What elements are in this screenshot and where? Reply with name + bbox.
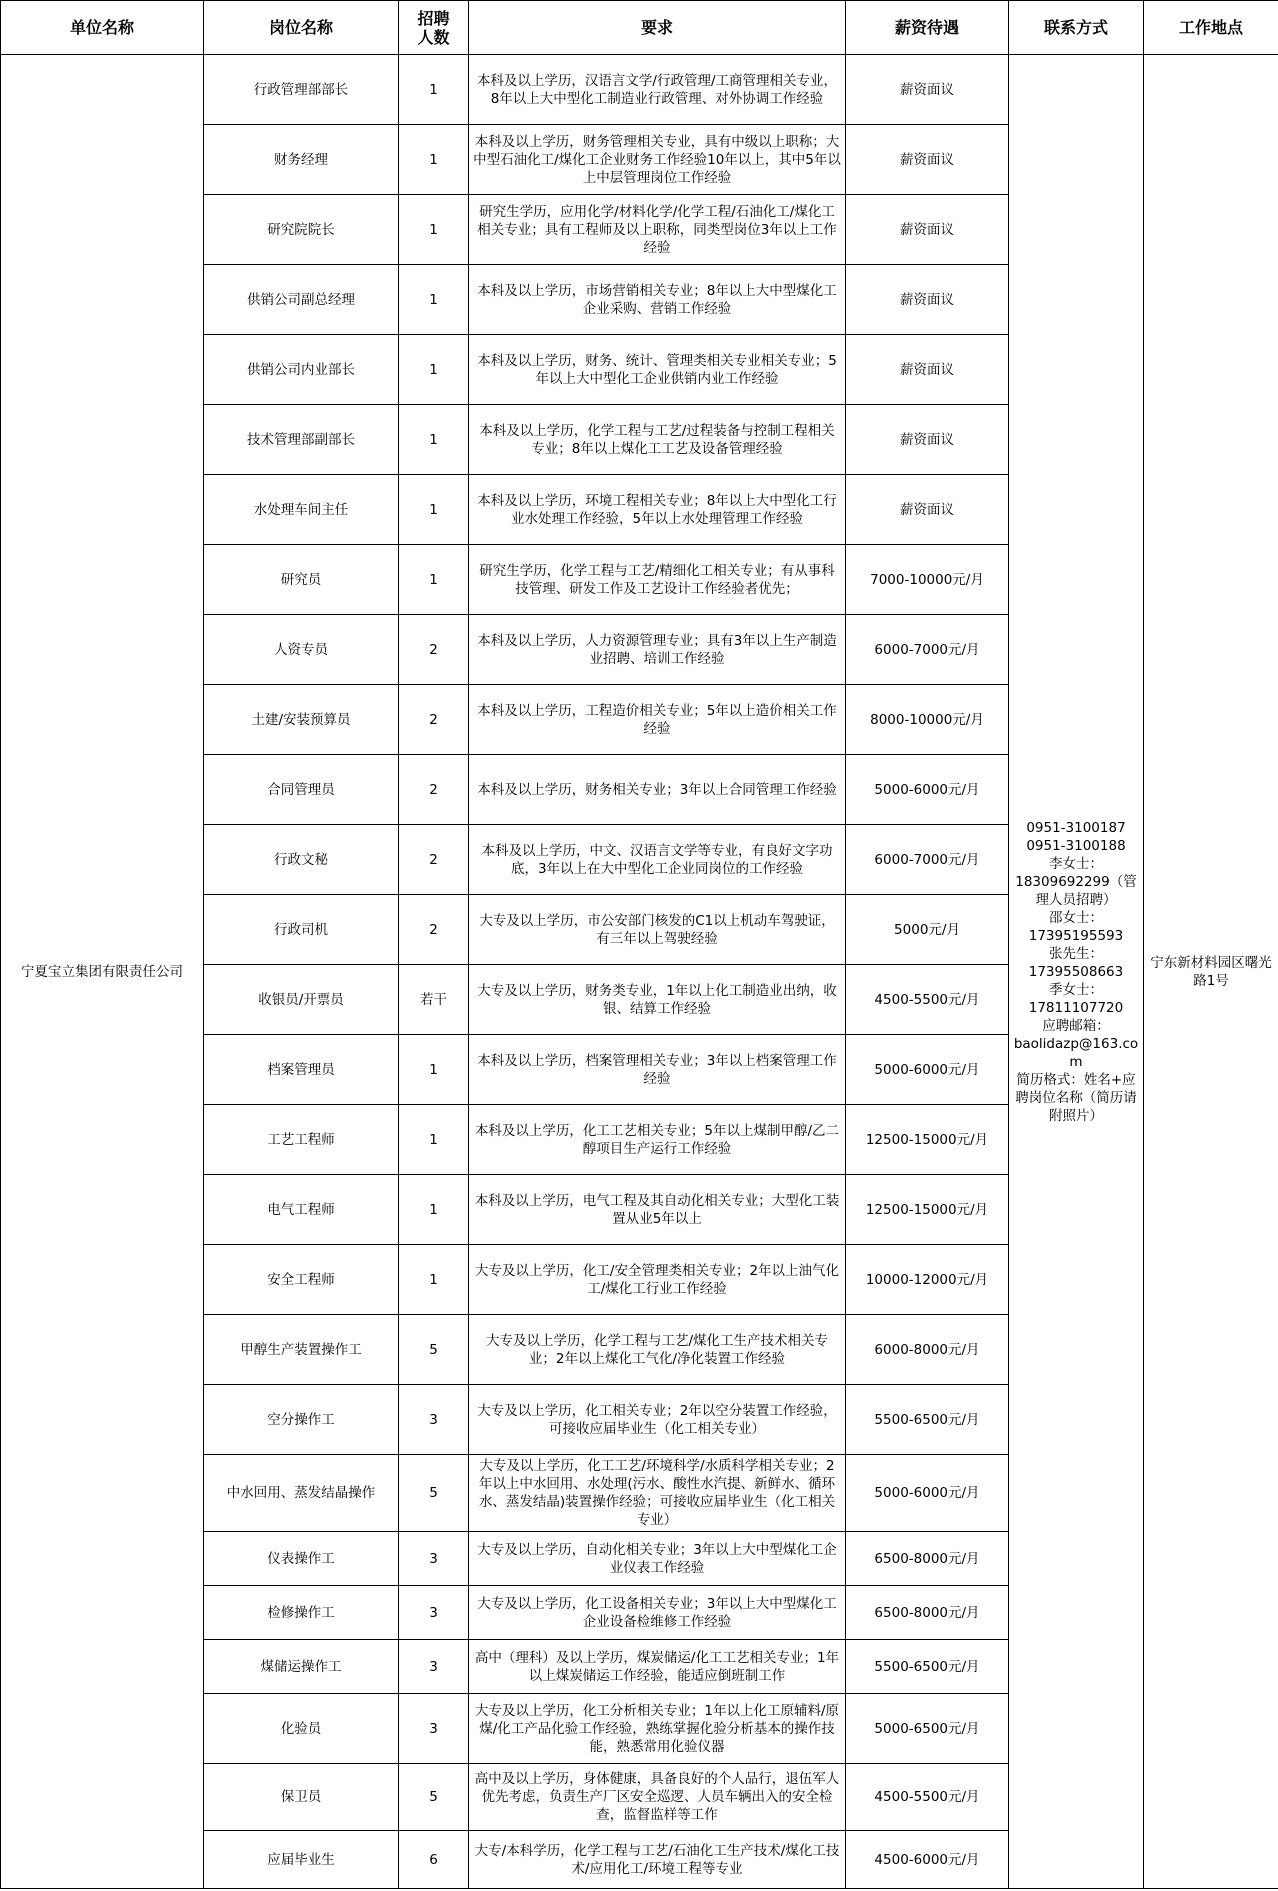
header-count: 招聘人数 <box>399 1 469 55</box>
position-cell: 财务经理 <box>204 125 399 195</box>
header-requirement: 要求 <box>469 1 846 55</box>
salary-cell: 5000元/月 <box>846 895 1009 965</box>
requirement-cell: 研究生学历，化学工程与工艺/精细化工相关专业；有从事科技管理、研发工作及工艺设计工作经验者优先； <box>469 545 846 615</box>
header-position: 岗位名称 <box>204 1 399 55</box>
requirement-cell: 本科及以上学历，市场营销相关专业；8年以上大中型煤化工企业采购、营销工作经验 <box>469 265 846 335</box>
requirement-cell: 本科及以上学历，汉语言文学/行政管理/工商管理相关专业，8年以上大中型化工制造业行政管理、对外协调工作经验 <box>469 55 846 125</box>
salary-cell: 薪资面议 <box>846 475 1009 545</box>
count-cell: 1 <box>399 545 469 615</box>
salary-cell: 薪资面议 <box>846 335 1009 405</box>
salary-cell: 7000-10000元/月 <box>846 545 1009 615</box>
count-cell: 1 <box>399 475 469 545</box>
contact-line: 17395508663 <box>1028 963 1124 980</box>
salary-cell: 12500-15000元/月 <box>846 1175 1009 1245</box>
contact-line: 0951-3100187 <box>1026 819 1126 836</box>
requirement-cell: 大专及以上学历，化工工艺/环境科学/水质科学相关专业；2年以上中水回用、水处理(污水、酸性水汽提、新鲜水、循环水、蒸发结晶)装置操作经验；可接收应届毕业生（化工相关专业） <box>469 1455 846 1532</box>
position-cell: 电气工程师 <box>204 1175 399 1245</box>
requirement-cell: 大专及以上学历，化学工程与工艺/煤化工生产技术相关专业；2年以上煤化工气化/净化装置工作经验 <box>469 1315 846 1385</box>
location-cell: 宁东新材料园区曙光路1号 <box>1144 55 1278 1889</box>
count-cell: 1 <box>399 1105 469 1175</box>
position-cell: 保卫员 <box>204 1764 399 1831</box>
position-cell: 研究员 <box>204 545 399 615</box>
position-cell: 行政文秘 <box>204 825 399 895</box>
requirement-cell: 大专及以上学历，市公安部门核发的C1以上机动车驾驶证，有三年以上驾驶经验 <box>469 895 846 965</box>
position-cell: 中水回用、蒸发结晶操作 <box>204 1455 399 1532</box>
salary-cell: 4500-6000元/月 <box>846 1831 1009 1889</box>
position-cell: 甲醇生产装置操作工 <box>204 1315 399 1385</box>
count-cell: 1 <box>399 1035 469 1105</box>
salary-cell: 5500-6500元/月 <box>846 1640 1009 1694</box>
count-cell: 1 <box>399 405 469 475</box>
requirement-cell: 高中（理科）及以上学历，煤炭储运/化工工艺相关专业；1年以上煤炭储运工作经验，能适应倒班制工作 <box>469 1640 846 1694</box>
requirement-cell: 大专及以上学历，化工相关专业；2年以空分装置工作经验，可接收应届毕业生（化工相关专业） <box>469 1385 846 1455</box>
position-cell: 供销公司内业部长 <box>204 335 399 405</box>
salary-cell: 10000-12000元/月 <box>846 1245 1009 1315</box>
count-cell: 1 <box>399 125 469 195</box>
requirement-cell: 高中及以上学历，身体健康，具备良好的个人品行，退伍军人优先考虑，负责生产厂区安全巡逻、人员车辆出入的安全检查，监督监样等工作 <box>469 1764 846 1831</box>
requirement-cell: 本科及以上学历，中文、汉语言文学等专业，有良好文字功底，3年以上在大中型化工企业同岗位的工作经验 <box>469 825 846 895</box>
requirement-cell: 大专及以上学历，化工分析相关专业；1年以上化工原辅料/原煤/化工产品化验工作经验，熟练掌握化验分析基本的操作技能，熟悉常用化验仪器 <box>469 1694 846 1764</box>
position-cell: 合同管理员 <box>204 755 399 825</box>
count-cell: 3 <box>399 1640 469 1694</box>
salary-cell: 薪资面议 <box>846 125 1009 195</box>
position-cell: 档案管理员 <box>204 1035 399 1105</box>
count-cell: 2 <box>399 895 469 965</box>
header-location: 工作地点 <box>1144 1 1278 55</box>
contact-line: baolidazp@163.com <box>1013 1035 1139 1070</box>
position-cell: 工艺工程师 <box>204 1105 399 1175</box>
position-cell: 土建/安装预算员 <box>204 685 399 755</box>
contact-line: 17395195593 <box>1028 927 1124 944</box>
salary-cell: 5000-6000元/月 <box>846 1455 1009 1532</box>
position-cell: 技术管理部副部长 <box>204 405 399 475</box>
position-cell: 人资专员 <box>204 615 399 685</box>
count-cell: 2 <box>399 685 469 755</box>
salary-cell: 薪资面议 <box>846 265 1009 335</box>
contact-line: 李女士： <box>1049 855 1103 872</box>
position-cell: 供销公司副总经理 <box>204 265 399 335</box>
requirement-cell: 大专/本科学历，化学工程与工艺/石油化工生产技术/煤化工技术/应用化工/环境工程等专业 <box>469 1831 846 1889</box>
salary-cell: 5000-6000元/月 <box>846 1035 1009 1105</box>
position-cell: 安全工程师 <box>204 1245 399 1315</box>
count-cell: 2 <box>399 825 469 895</box>
position-cell: 水处理车间主任 <box>204 475 399 545</box>
count-cell: 1 <box>399 1245 469 1315</box>
requirement-cell: 研究生学历，应用化学/材料化学/化学工程/石油化工/煤化工相关专业；具有工程师及以上职称，同类型岗位3年以上工作经验 <box>469 195 846 265</box>
salary-cell: 5000-6500元/月 <box>846 1694 1009 1764</box>
contact-line: 季女士： <box>1049 981 1103 998</box>
salary-cell: 薪资面议 <box>846 405 1009 475</box>
count-cell: 1 <box>399 1175 469 1245</box>
count-cell: 3 <box>399 1532 469 1586</box>
count-cell: 6 <box>399 1831 469 1889</box>
contact-line: 应聘邮箱： <box>1042 1017 1110 1034</box>
position-cell: 检修操作工 <box>204 1586 399 1640</box>
count-cell: 1 <box>399 195 469 265</box>
count-cell: 5 <box>399 1315 469 1385</box>
requirement-cell: 本科及以上学历，财务管理相关专业，具有中级以上职称；大中型石油化工/煤化工企业财务工作经验10年以上，其中5年以上中层管理岗位工作经验 <box>469 125 846 195</box>
position-cell: 应届毕业生 <box>204 1831 399 1889</box>
requirement-cell: 本科及以上学历，档案管理相关专业；3年以上档案管理工作经验 <box>469 1035 846 1105</box>
salary-cell: 8000-10000元/月 <box>846 685 1009 755</box>
contact-cell <box>1009 55 1144 1889</box>
position-cell: 行政司机 <box>204 895 399 965</box>
requirement-cell: 本科及以上学历，财务、统计、管理类相关专业相关专业；5年以上大中型化工企业供销内业工作经验 <box>469 335 846 405</box>
contact-line: 18309692299（管理人员招聘） <box>1015 873 1137 908</box>
position-cell: 行政管理部部长 <box>204 55 399 125</box>
position-cell: 仪表操作工 <box>204 1532 399 1586</box>
requirement-cell: 本科及以上学历，环境工程相关专业；8年以上大中型化工行业水处理工作经验，5年以上水处理管理工作经验 <box>469 475 846 545</box>
header-contact: 联系方式 <box>1009 1 1144 55</box>
salary-cell: 6000-8000元/月 <box>846 1315 1009 1385</box>
unit-name-cell: 宁夏宝立集团有限责任公司 <box>1 55 204 1889</box>
header-row <box>1 1 1278 55</box>
position-cell: 化验员 <box>204 1694 399 1764</box>
count-cell: 2 <box>399 755 469 825</box>
requirement-cell: 本科及以上学历，化工工艺相关专业；5年以上煤制甲醇/乙二醇项目生产运行工作经验 <box>469 1105 846 1175</box>
salary-cell: 6000-7000元/月 <box>846 825 1009 895</box>
table-body <box>1 55 1278 1889</box>
salary-cell: 6000-7000元/月 <box>846 615 1009 685</box>
salary-cell: 6500-8000元/月 <box>846 1586 1009 1640</box>
position-cell: 研究院院长 <box>204 195 399 265</box>
requirement-cell: 本科及以上学历，化学工程与工艺/过程装备与控制工程相关专业；8年以上煤化工工艺及设备管理经验 <box>469 405 846 475</box>
salary-cell: 薪资面议 <box>846 55 1009 125</box>
position-cell: 收银员/开票员 <box>204 965 399 1035</box>
contact-line: 张先生： <box>1049 945 1103 962</box>
count-cell: 3 <box>399 1694 469 1764</box>
requirement-cell: 大专及以上学历，化工设备相关专业；3年以上大中型煤化工企业设备检维修工作经验 <box>469 1586 846 1640</box>
salary-cell: 12500-15000元/月 <box>846 1105 1009 1175</box>
salary-cell: 5500-6500元/月 <box>846 1385 1009 1455</box>
salary-cell: 薪资面议 <box>846 195 1009 265</box>
requirement-cell: 大专及以上学历，财务类专业，1年以上化工制造业出纳，收银、结算工作经验 <box>469 965 846 1035</box>
count-cell: 5 <box>399 1455 469 1532</box>
salary-cell: 5000-6000元/月 <box>846 755 1009 825</box>
count-cell: 1 <box>399 335 469 405</box>
count-cell: 1 <box>399 55 469 125</box>
header-unit: 单位名称 <box>1 1 204 55</box>
count-cell: 2 <box>399 615 469 685</box>
requirement-cell: 本科及以上学历，财务相关专业；3年以上合同管理工作经验 <box>469 755 846 825</box>
requirement-cell: 本科及以上学历，人力资源管理专业；具有3年以上生产制造业招聘、培训工作经验 <box>469 615 846 685</box>
position-cell: 煤储运操作工 <box>204 1640 399 1694</box>
requirement-cell: 大专及以上学历，自动化相关专业；3年以上大中型煤化工企业仪表工作经验 <box>469 1532 846 1586</box>
count-cell: 5 <box>399 1764 469 1831</box>
salary-cell: 4500-5500元/月 <box>846 1764 1009 1831</box>
requirement-cell: 本科及以上学历，工程造价相关专业；5年以上造价相关工作经验 <box>469 685 846 755</box>
count-cell: 3 <box>399 1586 469 1640</box>
header-salary: 薪资待遇 <box>846 1 1009 55</box>
count-cell: 3 <box>399 1385 469 1455</box>
contact-line: 17811107720 <box>1028 999 1124 1016</box>
salary-cell: 4500-5500元/月 <box>846 965 1009 1035</box>
table-row <box>1 55 1278 125</box>
requirement-cell: 本科及以上学历，电气工程及其自动化相关专业；大型化工装置从业5年以上 <box>469 1175 846 1245</box>
count-cell: 1 <box>399 265 469 335</box>
salary-cell: 6500-8000元/月 <box>846 1532 1009 1586</box>
position-cell: 空分操作工 <box>204 1385 399 1455</box>
requirement-cell: 大专及以上学历，化工/安全管理类相关专业；2年以上油气化工/煤化工行业工作经验 <box>469 1245 846 1315</box>
contact-line: 简历格式：姓名+应聘岗位名称（简历请附照片） <box>1015 1071 1137 1124</box>
count-cell: 若干 <box>399 965 469 1035</box>
contact-line: 邵女士： <box>1049 909 1103 926</box>
contact-line: 0951-3100188 <box>1026 837 1126 854</box>
